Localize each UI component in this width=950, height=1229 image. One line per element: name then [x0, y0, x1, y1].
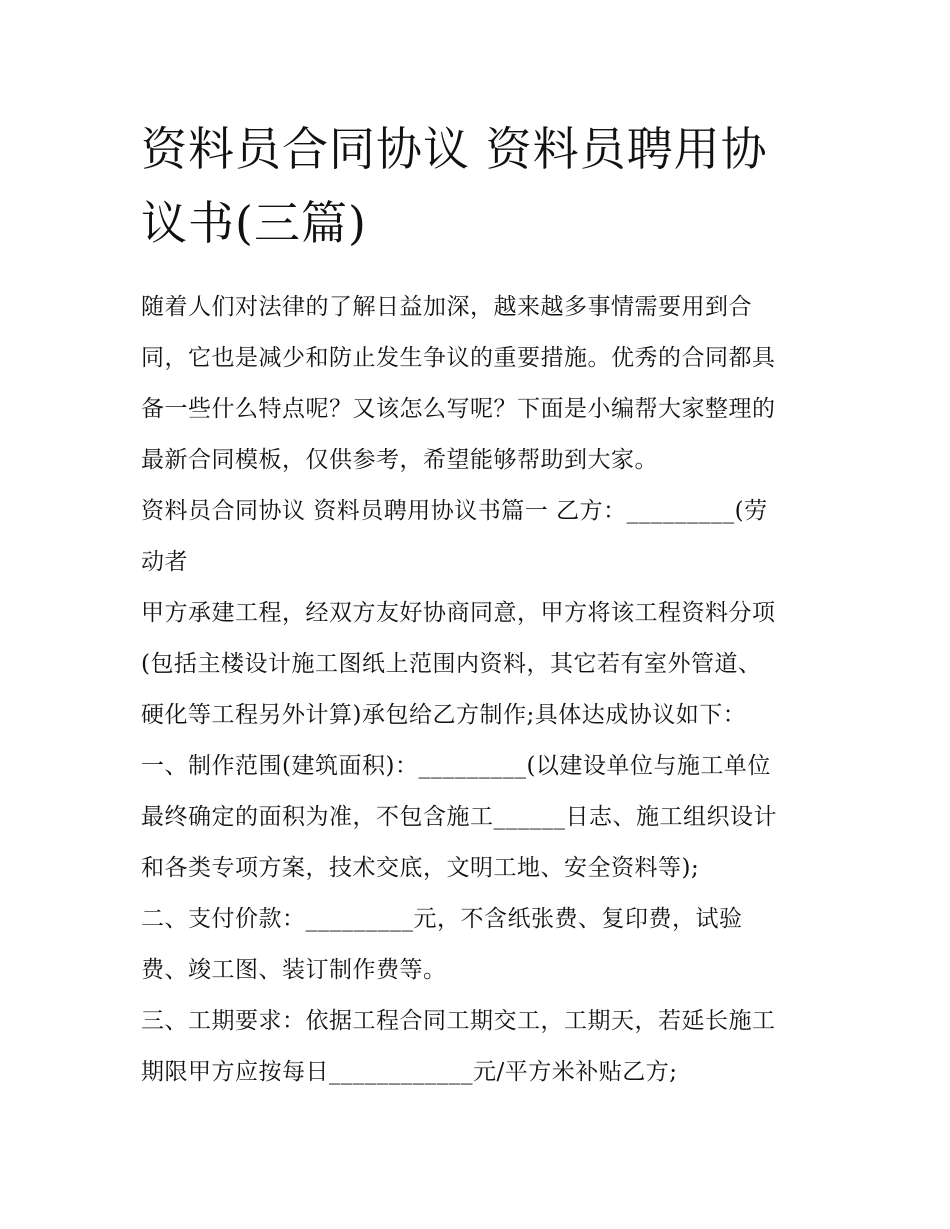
intro-paragraph: 随着人们对法律的了解日益加深，越来越多事情需要用到合 同，它也是减少和防止发生争议的重要措施。优秀的合同都具 备一些什么特点呢？又该怎么写呢？下面是小编帮大家整理的 最新合同模板，仅供参考，希望能够帮助到大家。 — [141, 294, 776, 473]
section-heading-paragraph: 资料员合同协议 资料员聘用协议书篇一 乙方：_________(劳 动者 — [141, 498, 768, 575]
clause-scope-paragraph: 一、制作范围(建筑面积)：_________(以建设单位与施工单位 最终确定的面积为准，不包含施工______日志、施工组织设计 和各类专项方案，技术交底，文明工地、安全资料等); — [141, 753, 777, 881]
document-body — [141, 282, 817, 1098]
clause-schedule-paragraph: 三、工期要求：依据工程合同工期交工，工期天，若延长施工 期限甲方应按每日____________元/平方米补贴乙方; — [141, 1008, 776, 1085]
clause-payment-paragraph: 二、支付价款：_________元，不含纸张费、复印费，试验 费、竣工图、装订制作费等。 — [141, 906, 743, 983]
agreement-preamble-paragraph: 甲方承建工程，经双方友好协商同意，甲方将该工程资料分项 (包括主楼设计施工图纸上范围内资料，其它若有室外管道、 硬化等工程另外计算)承包给乙方制作;具体达成协议如下： — [141, 600, 776, 728]
document-page — [141, 112, 817, 1098]
document-title: 资料员合同协议 资料员聘用协 议书(三篇) — [141, 122, 768, 250]
